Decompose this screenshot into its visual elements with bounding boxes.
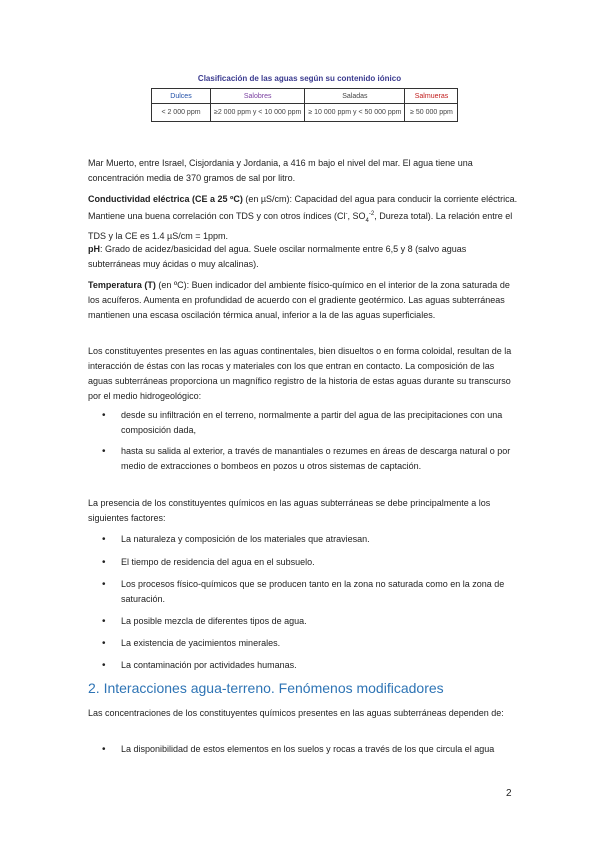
conductivity-text-1: (en µS/cm): Capacidad del agua para conducir la corriente eléctrica. Mantiene una buena correlación con TDS y con otros índices (Cl — [88, 194, 518, 221]
header-salmueras: Salmueras — [405, 89, 458, 104]
list-item: La posible mezcla de diferentes tipos de agua. — [121, 616, 307, 626]
list-item: El tiempo de residencia del agua en el subsuelo. — [121, 557, 315, 567]
ph-label: pH — [88, 244, 100, 254]
cell-salmueras: ≥ 50 000 ppm — [405, 104, 458, 122]
conductivity-label: Conductividad eléctrica (CE a 25 ºC) — [88, 194, 243, 204]
list-item: La naturaleza y composición de los materiales que atraviesan. — [121, 534, 370, 544]
table-row — [152, 104, 458, 122]
bullet-icon: • — [102, 579, 106, 590]
header-saladas: Saladas — [305, 89, 405, 104]
header-salobres: Salobres — [211, 89, 305, 104]
table-header-row — [152, 89, 458, 104]
list-item: La disponibilidad de estos elementos en los suelos y rocas a través de los que circula el agua — [121, 744, 495, 754]
list-item: desde su infiltración en el terreno, normalmente a partir del agua de las precipitaciones con una composición dada, — [121, 410, 503, 435]
conductivity-text-2: , SO — [347, 211, 366, 221]
ph-paragraph — [88, 242, 518, 272]
constituents-paragraph: Los constituyentes presentes en las aguas continentales, bien disueltos o en forma coloidal, resultan de la interacción de éstas con las rocas y materiales con los que entran en contacto. La composición de las aguas subterráneas proporciona un magnífico registro de la historia de estas aguas durante su transcurso por el medio hidrogeológico: — [88, 346, 512, 401]
ph-text: : Grado de acidez/basicidad del agua. Suele oscilar normalmente entre 6,5 y 8 (salvo aguas subterráneas muy ácidas o muy alcalinas). — [88, 244, 467, 269]
table-title: Clasificación de las aguas según su contenido iónico — [197, 74, 402, 83]
list-item: hasta su salida al exterior, a través de manantiales o rezumes en áreas de descarga natural o por medio de extracciones o bombeos en pozos u otros sistemas de captación. — [121, 446, 511, 471]
chloride-superscript: - — [345, 211, 348, 217]
bullet-icon: • — [102, 616, 106, 627]
page-number: 2 — [506, 788, 512, 799]
list-item: La existencia de yacimientos minerales. — [121, 638, 281, 648]
bullet-icon: • — [102, 534, 106, 545]
cell-dulces: < 2 000 ppm — [152, 104, 211, 122]
section-heading: 2. Interacciones agua-terreno. Fenómenos modificadores — [88, 680, 444, 696]
cell-salobres: ≥2 000 ppm y < 10 000 ppm — [211, 104, 305, 122]
bullet-icon: • — [102, 410, 106, 421]
sulfate-superscript: -2 — [368, 211, 375, 217]
sulfate-subscript: 4 — [365, 217, 369, 224]
classification-table — [151, 88, 458, 122]
dead-sea-paragraph: Mar Muerto, entre Israel, Cisjordania y Jordania, a 416 m bajo el nivel del mar. El agua tiene una concentración media de 370 gramos de sal por litro. — [88, 158, 473, 183]
bullet-icon: • — [102, 744, 106, 755]
temperature-paragraph — [88, 278, 518, 323]
factors-intro-paragraph: La presencia de los constituyentes químicos en las aguas subterráneas se debe principalmente a los siguientes factores: — [88, 498, 491, 523]
conductivity-text-3: , Dureza total). La relación entre el TDS y la CE es 1.4 µS/cm = 1ppm. — [88, 211, 513, 241]
depends-intro-paragraph: Las concentraciones de los constituyentes químicos presentes en las aguas subterráneas dependen de: — [88, 708, 504, 718]
bullet-icon: • — [102, 557, 106, 568]
bullet-icon: • — [102, 660, 106, 671]
bullet-icon: • — [102, 638, 106, 649]
temperature-text: (en ºC): Buen indicador del ambiente físico-químico en el interior de la zona saturada de los acuíferos. Aumenta en profundidad de acuerdo con el gradiente geotérmico. Las aguas subterráneas mantienen una escasa oscilación térmica anual, inferior a la de las aguas superficiales. — [88, 280, 510, 320]
bullet-icon: • — [102, 446, 106, 457]
list-item: La contaminación por actividades humanas. — [121, 660, 297, 670]
list-item: Los procesos físico-químicos que se producen tanto en la zona no saturada como en la zona de saturación. — [121, 579, 505, 604]
conductivity-paragraph — [88, 192, 518, 244]
header-dulces: Dulces — [152, 89, 211, 104]
temperature-label: Temperatura (T) — [88, 280, 156, 290]
cell-saladas: ≥ 10 000 ppm y < 50 000 ppm — [305, 104, 405, 122]
